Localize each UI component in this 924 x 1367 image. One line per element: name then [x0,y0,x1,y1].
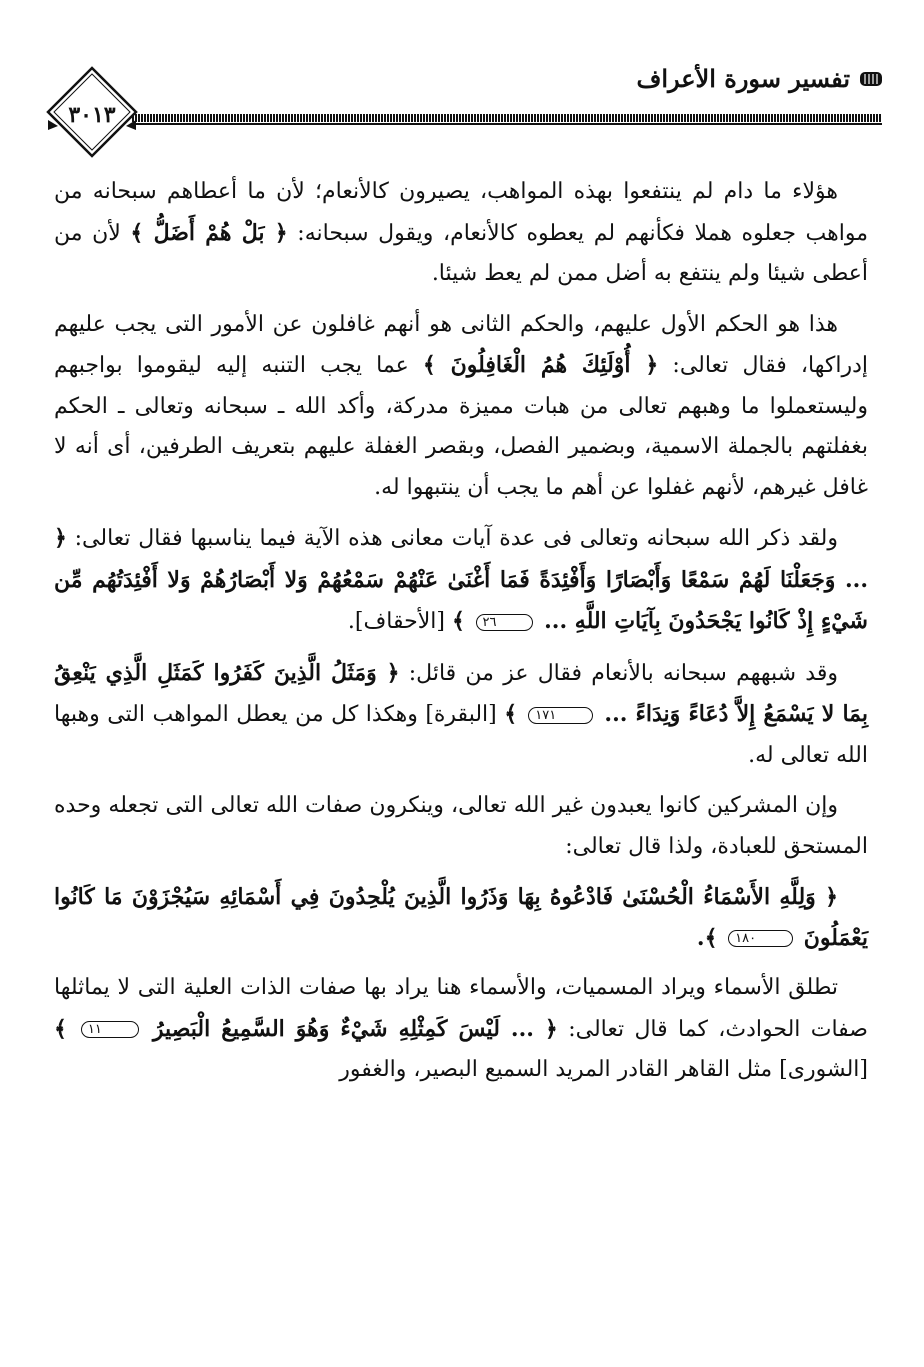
paragraph [54,653,868,777]
verse-number: ٢٦ [476,614,534,631]
body-text: لأن من أعطى شيئا ولم ينتفع به أضل ممن لم يعط شيئا. [54,220,868,286]
paragraph [54,305,868,509]
paragraph [54,172,868,295]
running-header [636,64,882,93]
body-text: عما يجب التنبه إليه ليقوموا بواجبهم وليستعملوا ما وهبهم تعالى من هبات مميزة مدركة، وأكد الله ـ سبحانه وتعالى ـ الحكم بغفلتهم بالجملة الاسمية، وبضمير الفصل، وبقصر الغفلة عليهم بتعريف الطرفين، أى أنه لا غافل غيرهم، لأنهم غفلوا عن أهم ما يجب أن ينتبهوا له. [54,353,868,500]
header-rule [132,114,882,122]
body-text: هذا هو الحكم الأول عليهم، والحكم الثانى هو أنهم غافلون عن الأمور التى يجب عليهم إدراكها، فقال تعالى: [54,311,868,378]
paragraph [54,786,868,867]
verse-number: ١٧١ [528,707,593,724]
paragraph [54,518,868,643]
page-number-badge [44,64,140,160]
main-text [54,172,868,1101]
body-text: . [696,924,705,951]
quran-quote: ﴾ [704,924,726,951]
body-text: ولقد ذكر الله سبحانه وتعالى فى عدة آيات معانى هذه الآية فيما يناسبها فقال تعالى: [66,526,838,551]
ornament-icon [860,70,882,88]
body-text: [الشورى] مثل القاهر القادر المريد السميع البصير، والغفور [339,1057,868,1082]
body-text: [البقرة] وهكذا كل من يعطل المواهب التى وهبها الله تعالى له. [54,702,868,768]
body-text: هؤلاء ما دام لم ينتفعوا بهذه المواهب، يصيرون كالأنعام؛ لأن ما أعطاهم سبحانه من مواهب جعلوه هملا فكأنهم لم يعطوه كالأنعام، ويقول سبحانه: [54,179,868,246]
header-title: تفسير سورة الأعراف [636,64,850,93]
quran-quote: ﴿ وَمَثَلُ الَّذِينَ كَفَرُوا كَمَثَلِ الَّذِي يَنْعِقُ بِمَا لا يَسْمَعُ إِلاَّ دُعَاءً وَنِدَاءً ... [54,659,868,727]
quran-quote: ﴿ بَلْ هُمْ أَضَلُّ ﴾ [130,219,288,246]
page-number: ٣٠١٣ [68,102,116,128]
quran-quote: ﴿ أُوْلَئِكَ هُمُ الْغَافِلُونَ ﴾ [422,352,659,378]
quran-quote: ﴾ [504,701,526,727]
page-header [40,50,882,160]
quran-quote: ﴿ وَلِلَّهِ الأَسْمَاءُ الْحُسْنَىٰ فَادْعُوهُ بِهَا وَذَرُوا الَّذِينَ يُلْحِدُونَ فِي أَسْمَائِهِ سَيُجْزَوْنَ مَا كَانُوا يَعْمَلُونَ [54,884,868,951]
quran-quote: ﴿ ... لَيْسَ كَمِثْلِهِ شَيْءٌ وَهُوَ السَّمِيعُ الْبَصِيرُ [141,1015,558,1042]
body-text: [الأحقاف]. [347,609,452,634]
quran-quote: ﴾ [54,1015,78,1042]
body-text: وإن المشركين كانوا يعبدون غير الله تعالى، وينكرون صفات الله تعالى التى تجعله وحده المستحق للعبادة، ولذا قال تعالى: [54,793,868,859]
quran-quote: ﴿ ... وَجَعَلْنَا لَهُمْ سَمْعًا وَأَبْصَارًا وَأَفْئِدَةً فَمَا أَغْنَىٰ عَنْهُمْ سَمْعُهُمْ وَلا أَبْصَارُهُمْ وَلا أَفْئِدَتُهُم مِّن شَيْءٍ إِذْ كَانُوا يَجْحَدُونَ بِآيَاتِ اللَّهِ ... [54,525,868,634]
verse-number: ١١ [81,1021,139,1038]
body-text: وقد شبههم سبحانه بالأنعام فقال عز من قائل: [399,660,838,686]
paragraph [54,877,868,958]
verse-number: ١٨٠ [728,930,793,947]
body-text: تطلق الأسماء ويراد المسميات، والأسماء هنا يراد بها صفات الذات العلية التى لا يماثلها صفات الحوادث، كما قال تعالى: [54,975,868,1042]
quran-quote: ﴾ [451,608,473,634]
paragraph [54,968,868,1091]
